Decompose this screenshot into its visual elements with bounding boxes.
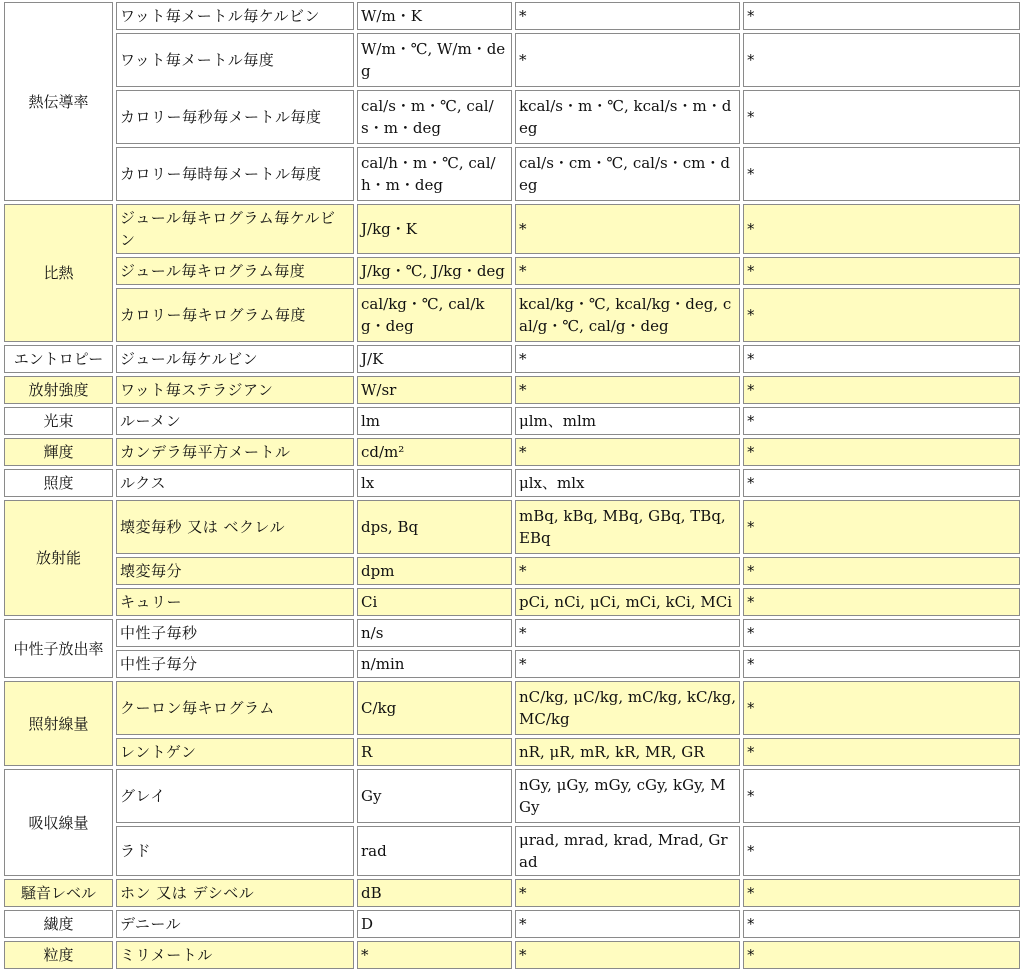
unit-multiples-cell: nR, μR, mR, kR, MR, GR bbox=[515, 738, 740, 766]
table-row bbox=[4, 376, 1020, 404]
unit-name-cell: デニール bbox=[116, 910, 354, 938]
unit-symbol-cell: W/m・K bbox=[357, 2, 512, 30]
quantity-cell: 放射強度 bbox=[4, 376, 113, 404]
unit-name-cell: ミリメートル bbox=[116, 941, 354, 969]
unit-multiples-cell: pCi, nCi, μCi, mCi, kCi, MCi bbox=[515, 588, 740, 616]
unit-symbol-cell: D bbox=[357, 910, 512, 938]
unit-note-cell: * bbox=[743, 469, 1020, 497]
table-row bbox=[4, 769, 1020, 823]
table-row bbox=[4, 469, 1020, 497]
unit-multiples-cell: μrad, mrad, krad, Mrad, Grad bbox=[515, 826, 740, 876]
units-table bbox=[1, 0, 1023, 972]
unit-multiples-cell: * bbox=[515, 33, 740, 87]
unit-multiples-cell: * bbox=[515, 376, 740, 404]
table-row bbox=[4, 557, 1020, 585]
quantity-cell: 粒度 bbox=[4, 941, 113, 969]
unit-symbol-cell: n/min bbox=[357, 650, 512, 678]
unit-note-cell: * bbox=[743, 500, 1020, 554]
unit-name-cell: ワット毎メートル毎ケルビン bbox=[116, 2, 354, 30]
unit-name-cell: ジュール毎ケルビン bbox=[116, 345, 354, 373]
unit-symbol-cell: * bbox=[357, 941, 512, 969]
table-row bbox=[4, 2, 1020, 30]
quantity-cell: 吸収線量 bbox=[4, 769, 113, 876]
unit-name-cell: カロリー毎秒毎メートル毎度 bbox=[116, 90, 354, 144]
unit-symbol-cell: W/m・℃, W/m・deg bbox=[357, 33, 512, 87]
unit-note-cell: * bbox=[743, 557, 1020, 585]
unit-note-cell: * bbox=[743, 588, 1020, 616]
unit-note-cell: * bbox=[743, 738, 1020, 766]
unit-name-cell: ルクス bbox=[116, 469, 354, 497]
table-row bbox=[4, 588, 1020, 616]
unit-multiples-cell: nC/kg, μC/kg, mC/kg, kC/kg, MC/kg bbox=[515, 681, 740, 735]
unit-note-cell: * bbox=[743, 879, 1020, 907]
unit-note-cell: * bbox=[743, 345, 1020, 373]
unit-symbol-cell: J/kg・K bbox=[357, 204, 512, 254]
unit-name-cell: グレイ bbox=[116, 769, 354, 823]
unit-name-cell: 中性子毎分 bbox=[116, 650, 354, 678]
quantity-cell: 中性子放出率 bbox=[4, 619, 113, 678]
unit-note-cell: * bbox=[743, 407, 1020, 435]
unit-name-cell: カンデラ毎平方メートル bbox=[116, 438, 354, 466]
unit-note-cell: * bbox=[743, 33, 1020, 87]
unit-multiples-cell: μlm、mlm bbox=[515, 407, 740, 435]
unit-symbol-cell: cal/h・m・℃, cal/h・m・deg bbox=[357, 147, 512, 201]
unit-multiples-cell: * bbox=[515, 619, 740, 647]
unit-note-cell: * bbox=[743, 147, 1020, 201]
table-row bbox=[4, 438, 1020, 466]
unit-note-cell: * bbox=[743, 826, 1020, 876]
unit-multiples-cell: * bbox=[515, 910, 740, 938]
table-row bbox=[4, 941, 1020, 969]
unit-name-cell: レントゲン bbox=[116, 738, 354, 766]
unit-symbol-cell: cal/s・m・℃, cal/s・m・deg bbox=[357, 90, 512, 144]
units-table-body bbox=[4, 2, 1020, 969]
table-row bbox=[4, 257, 1020, 285]
unit-multiples-cell: * bbox=[515, 345, 740, 373]
unit-symbol-cell: J/kg・℃, J/kg・deg bbox=[357, 257, 512, 285]
quantity-cell: エントロピー bbox=[4, 345, 113, 373]
table-row bbox=[4, 288, 1020, 342]
quantity-cell: 比熱 bbox=[4, 204, 113, 342]
unit-symbol-cell: W/sr bbox=[357, 376, 512, 404]
unit-name-cell: ジュール毎キログラム毎度 bbox=[116, 257, 354, 285]
unit-note-cell: * bbox=[743, 910, 1020, 938]
unit-multiples-cell: * bbox=[515, 2, 740, 30]
unit-symbol-cell: R bbox=[357, 738, 512, 766]
unit-multiples-cell: * bbox=[515, 204, 740, 254]
unit-multiples-cell: nGy, μGy, mGy, cGy, kGy, MGy bbox=[515, 769, 740, 823]
unit-multiples-cell: cal/s・cm・℃, cal/s・cm・deg bbox=[515, 147, 740, 201]
unit-symbol-cell: dps, Bq bbox=[357, 500, 512, 554]
table-row bbox=[4, 650, 1020, 678]
unit-note-cell: * bbox=[743, 941, 1020, 969]
quantity-cell: 熱伝導率 bbox=[4, 2, 113, 201]
unit-name-cell: ラド bbox=[116, 826, 354, 876]
unit-note-cell: * bbox=[743, 90, 1020, 144]
unit-multiples-cell: * bbox=[515, 257, 740, 285]
table-row bbox=[4, 738, 1020, 766]
unit-symbol-cell: dpm bbox=[357, 557, 512, 585]
table-row bbox=[4, 910, 1020, 938]
unit-name-cell: キュリー bbox=[116, 588, 354, 616]
unit-note-cell: * bbox=[743, 204, 1020, 254]
unit-symbol-cell: Ci bbox=[357, 588, 512, 616]
unit-symbol-cell: cd/m² bbox=[357, 438, 512, 466]
unit-note-cell: * bbox=[743, 2, 1020, 30]
unit-symbol-cell: J/K bbox=[357, 345, 512, 373]
unit-multiples-cell: * bbox=[515, 879, 740, 907]
table-row bbox=[4, 681, 1020, 735]
quantity-cell: 騒音レベル bbox=[4, 879, 113, 907]
quantity-cell: 輝度 bbox=[4, 438, 113, 466]
table-row bbox=[4, 879, 1020, 907]
unit-multiples-cell: mBq, kBq, MBq, GBq, TBq, EBq bbox=[515, 500, 740, 554]
unit-name-cell: ワット毎ステラジアン bbox=[116, 376, 354, 404]
unit-note-cell: * bbox=[743, 650, 1020, 678]
unit-note-cell: * bbox=[743, 288, 1020, 342]
table-row bbox=[4, 345, 1020, 373]
unit-symbol-cell: lm bbox=[357, 407, 512, 435]
unit-symbol-cell: Gy bbox=[357, 769, 512, 823]
unit-name-cell: カロリー毎キログラム毎度 bbox=[116, 288, 354, 342]
unit-symbol-cell: n/s bbox=[357, 619, 512, 647]
table-row bbox=[4, 204, 1020, 254]
table-row bbox=[4, 33, 1020, 87]
quantity-cell: 繊度 bbox=[4, 910, 113, 938]
unit-multiples-cell: * bbox=[515, 650, 740, 678]
table-row bbox=[4, 500, 1020, 554]
unit-note-cell: * bbox=[743, 376, 1020, 404]
unit-note-cell: * bbox=[743, 438, 1020, 466]
unit-multiples-cell: kcal/s・m・℃, kcal/s・m・deg bbox=[515, 90, 740, 144]
unit-note-cell: * bbox=[743, 619, 1020, 647]
unit-name-cell: ワット毎メートル毎度 bbox=[116, 33, 354, 87]
unit-symbol-cell: lx bbox=[357, 469, 512, 497]
unit-name-cell: カロリー毎時毎メートル毎度 bbox=[116, 147, 354, 201]
quantity-cell: 光束 bbox=[4, 407, 113, 435]
unit-name-cell: 中性子毎秒 bbox=[116, 619, 354, 647]
unit-note-cell: * bbox=[743, 681, 1020, 735]
unit-name-cell: 壊変毎秒 又は ベクレル bbox=[116, 500, 354, 554]
unit-note-cell: * bbox=[743, 257, 1020, 285]
unit-symbol-cell: rad bbox=[357, 826, 512, 876]
unit-multiples-cell: * bbox=[515, 941, 740, 969]
unit-name-cell: クーロン毎キログラム bbox=[116, 681, 354, 735]
unit-symbol-cell: C/kg bbox=[357, 681, 512, 735]
table-row bbox=[4, 619, 1020, 647]
quantity-cell: 照度 bbox=[4, 469, 113, 497]
table-row bbox=[4, 147, 1020, 201]
quantity-cell: 照射線量 bbox=[4, 681, 113, 766]
unit-multiples-cell: * bbox=[515, 438, 740, 466]
unit-name-cell: ルーメン bbox=[116, 407, 354, 435]
unit-name-cell: ホン 又は デシベル bbox=[116, 879, 354, 907]
table-row bbox=[4, 826, 1020, 876]
unit-multiples-cell: kcal/kg・℃, kcal/kg・deg, cal/g・℃, cal/g・deg bbox=[515, 288, 740, 342]
unit-multiples-cell: * bbox=[515, 557, 740, 585]
unit-name-cell: 壊変毎分 bbox=[116, 557, 354, 585]
unit-symbol-cell: cal/kg・℃, cal/kg・deg bbox=[357, 288, 512, 342]
unit-multiples-cell: μlx、mlx bbox=[515, 469, 740, 497]
table-row bbox=[4, 407, 1020, 435]
unit-note-cell: * bbox=[743, 769, 1020, 823]
table-row bbox=[4, 90, 1020, 144]
quantity-cell: 放射能 bbox=[4, 500, 113, 616]
unit-symbol-cell: dB bbox=[357, 879, 512, 907]
unit-name-cell: ジュール毎キログラム毎ケルビン bbox=[116, 204, 354, 254]
